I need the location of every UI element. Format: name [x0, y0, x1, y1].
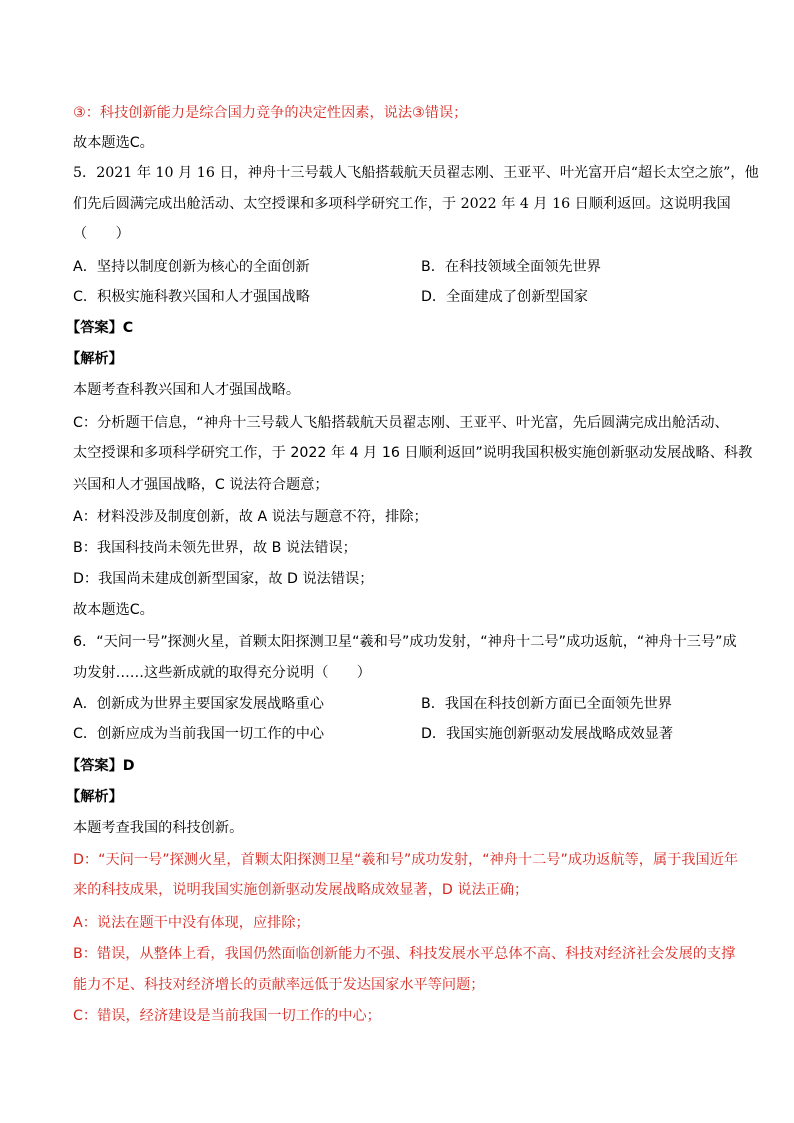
q5-analysis-line-5: A：材料没涉及制度创新，故 A 说法与题意不符，排除；: [73, 509, 428, 525]
q5-analysis-line-6: B：我国科技尚未领先世界，故 B 说法错误；: [73, 540, 357, 556]
q5-answer-blank: （ ）: [73, 226, 130, 242]
q4-conclusion: 故本题选C。: [73, 135, 154, 151]
q6-analysis-line-4: A：说法在题干中没有体现，应排除；: [73, 915, 310, 931]
q6-option-c: C．创新应成为当前我国一切工作的中心: [73, 726, 325, 742]
q5-stem-line-1: 5．2021 年 10 月 16 日，神舟十三号载人飞船搭载航天员翟志刚、王亚平、叶光富开启“超长太空之旅”，他: [73, 165, 759, 181]
q6-option-b: B．我国在科技创新方面已全面领先世界: [421, 696, 672, 712]
q5-conclusion: 故本题选C。: [73, 602, 154, 618]
q5-analysis-line-3: 太空授课和多项科学研究工作，于 2022 年 4 月 16 日顺利返回”说明我国积极实施创新驱动发展战略、科教: [73, 445, 753, 461]
q6-analysis-line-3: 来的科技成果，说明我国实施创新驱动发展战略成效显著，D 说法正确；: [73, 882, 529, 898]
q6-option-a: A．创新成为世界主要国家发展战略重心: [73, 696, 324, 712]
q6-analysis-line-2: D：“天问一号”探测火星，首颗太阳探测卫星“羲和号”成功发射，“神舟十二号”成功返航等，属于我国近年: [73, 852, 739, 868]
q5-option-d: D．全面建成了创新型国家: [421, 289, 588, 305]
q5-options-row-2: [73, 287, 733, 307]
q6-analysis-line-1: 本题考查我国的科技创新。: [73, 820, 244, 836]
q5-answer-label: 【答案】C: [66, 320, 134, 336]
q6-option-d: D．我国实施创新驱动发展战略成效显著: [421, 726, 674, 742]
q5-option-b: B．在科技领域全面领先世界: [421, 259, 601, 275]
q5-stem-line-2: 们先后圆满完成出舱活动、太空授课和多项科学研究工作，于 2022 年 4 月 16 日顺利返回。这说明我国: [73, 196, 731, 212]
q5-analysis-line-1: 本题考查科教兴国和人才强国战略。: [73, 382, 301, 398]
q6-options-row-2: [73, 724, 733, 744]
q6-analysis-line-6: 能力不足、科技对经济增长的贡献率远低于发达国家水平等问题；: [73, 977, 485, 993]
q4-analysis-item-3: ③：科技创新能力是综合国力竞争的决定性因素，说法③错误；: [73, 105, 468, 121]
q6-options-row-1: [73, 694, 733, 714]
q5-options-row-1: [73, 257, 733, 277]
q6-stem-line-2: 功发射……这些新成就的取得充分说明（ ）: [73, 665, 371, 681]
q6-analysis-label: 【解析】: [66, 789, 123, 805]
q6-stem-line-1: 6．“天问一号”探测火星，首颗太阳探测卫星“羲和号”成功发射，“神舟十二号”成功返航，“神舟十三号”成: [73, 634, 737, 650]
q5-analysis-label: 【解析】: [66, 351, 123, 367]
q5-analysis-line-7: D：我国尚未建成创新型国家，故 D 说法错误；: [73, 571, 374, 587]
q6-analysis-line-5: B：错误，从整体上看，我国仍然面临创新能力不强、科技发展水平总体不高、科技对经济社会发展的支撑: [73, 946, 736, 962]
q5-analysis-line-2: C：分析题干信息，“神舟十三号载人飞船搭载航天员翟志刚、王亚平、叶光富，先后圆满完成出舱活动、: [73, 415, 729, 431]
q5-analysis-line-4: 兴国和人才强国战略，C 说法符合题意；: [73, 477, 329, 493]
q5-option-c: C．积极实施科教兴国和人才强国战略: [73, 289, 310, 305]
q6-analysis-line-7: C：错误，经济建设是当前我国一切工作的中心；: [73, 1008, 381, 1024]
q6-answer-label: 【答案】D: [66, 758, 135, 774]
q5-option-a: A．坚持以制度创新为核心的全面创新: [73, 259, 310, 275]
